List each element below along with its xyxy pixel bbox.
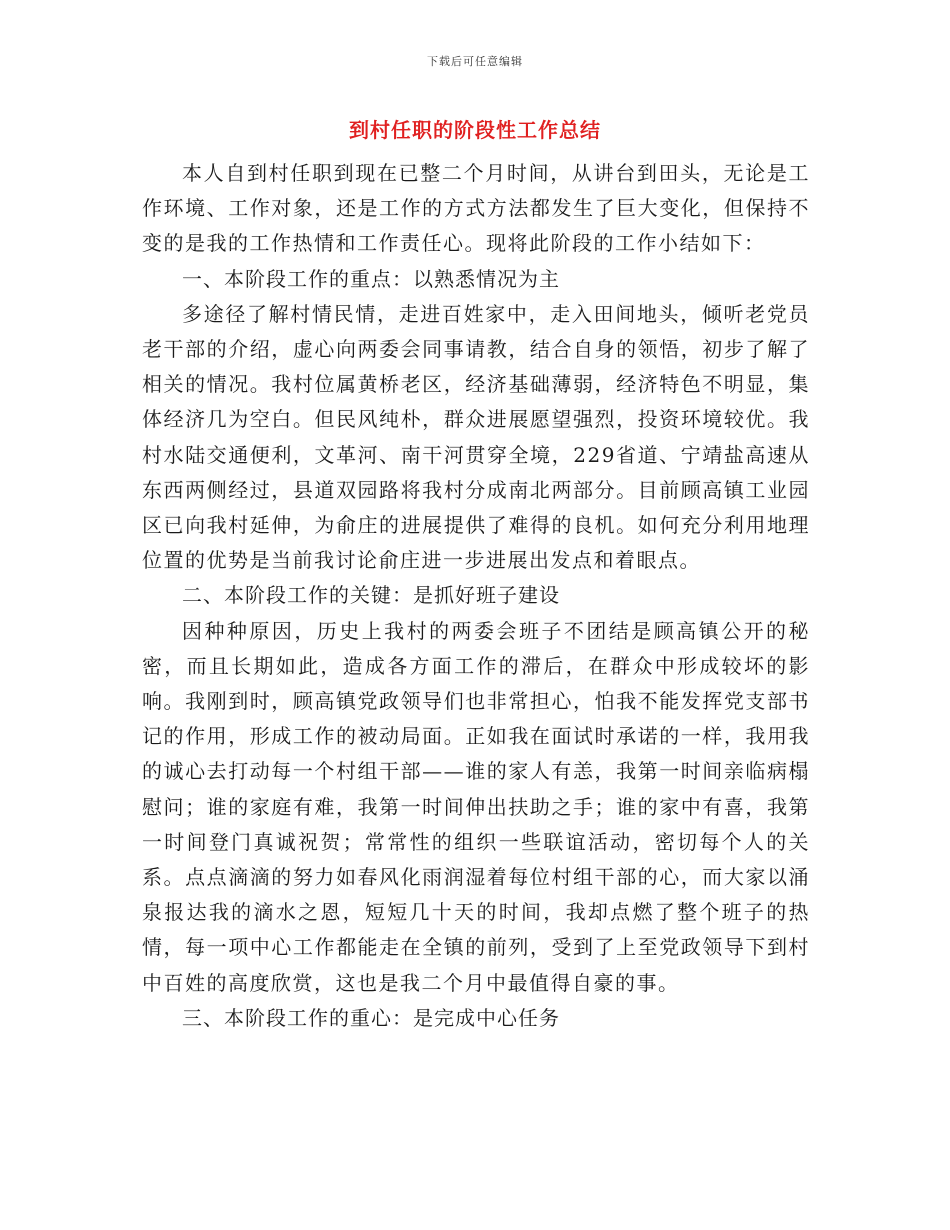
paragraph-section-1: 多途径了解村情民情，走进百姓家中，走入田间地头，倾听老党员老干部的介绍，虚心向两委会同事请教，结合自身的领悟，初步了解了相关的情况。我村位属黄桥老区，经济基础薄弱，经济特色不明显，集体经济几为空白。但民风纯朴，群众进展愿望强烈，投资环境较优。我村水陆交通便利，文革河、南干河贯穿全境，229省道、宁靖盐高速从东西两侧经过，县道双园路将我村分成南北两部分。目前顾高镇工业园区已向我村延伸，为俞庄的进展提供了难得的良机。如何充分利用地理位置的优势是当前我讨论俞庄进一步进展出发点和着眼点。 — [142, 301, 810, 573]
page-header-note: 下载后可任意编辑 — [427, 55, 523, 68]
document-body — [142, 156, 810, 1036]
document-title: 到村任职的阶段性工作总结 — [349, 118, 601, 142]
paragraph-intro: 本人自到村任职到现在已整二个月时间，从讲台到田头，无论是工作环境、工作对象，还是工作的方式方法都发生了巨大变化，但保持不变的是我的工作热情和工作责任心。现将此阶段的工作小结如下： — [142, 161, 810, 256]
section-heading-1: 一、本阶段工作的重点：以熟悉情况为主 — [182, 266, 560, 291]
paragraph-section-2: 因种种原因，历史上我村的两委会班子不团结是顾高镇公开的秘密，而且长期如此，造成各方面工作的滞后，在群众中形成较坏的影响。我刚到时，顾高镇党政领导们也非常担心，怕我不能发挥党支部书记的作用，形成工作的被动局面。正如我在面试时承诺的一样，我用我的诚心去打动每一个村组干部——谁的家人有恙，我第一时间亲临病榻慰问；谁的家庭有难，我第一时间伸出扶助之手；谁的家中有喜，我第一时间登门真诚祝贺；常常性的组织一些联谊活动，密切每个人的关系。点点滴滴的努力如春风化雨润湿着每位村组干部的心，而大家以涌泉报达我的滴水之恩，短短几十天的时间，我却点燃了整个班子的热情，每一项中心工作都能走在全镇的前列，受到了上至党政领导下到村中百姓的高度欣赏，这也是我二个月中最值得自豪的事。 — [142, 618, 810, 995]
section-heading-3: 三、本阶段工作的重心：是完成中心任务 — [182, 1005, 560, 1030]
section-heading-2: 二、本阶段工作的关键：是抓好班子建设 — [182, 583, 560, 608]
